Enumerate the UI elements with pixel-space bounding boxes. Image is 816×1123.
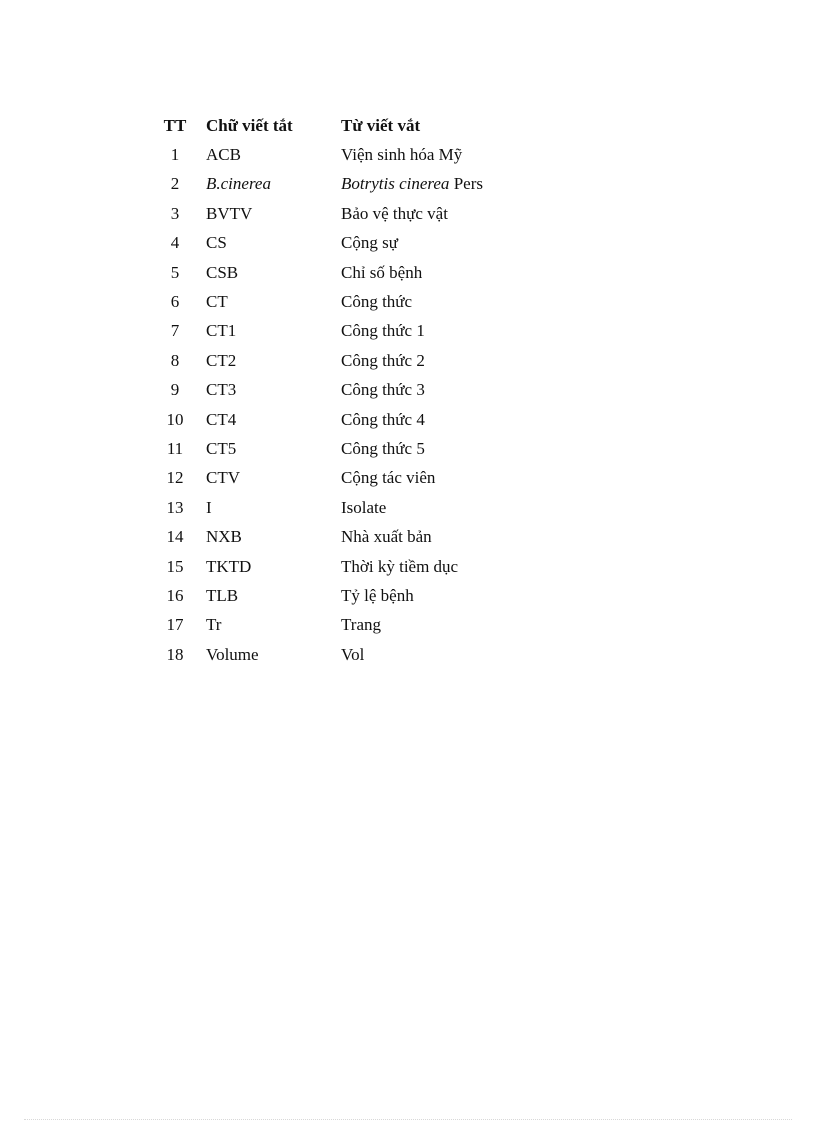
row-number: 15: [166, 556, 184, 576]
table-row: [144, 581, 601, 610]
row-abbreviation: CSB: [206, 262, 239, 282]
row-abbreviation: TLB: [206, 585, 239, 605]
row-abbreviation: ACB: [206, 145, 241, 165]
row-full-term: Công thức 4: [341, 409, 425, 429]
table-row: [144, 552, 601, 581]
table-header: [144, 111, 601, 140]
row-abbreviation: CTV: [206, 468, 240, 488]
row-number: 10: [166, 409, 184, 429]
row-full-term: Công thức 3: [341, 380, 425, 400]
row-abbreviation: Volume: [206, 644, 259, 664]
table-body: [144, 140, 601, 669]
row-abbreviation: BVTV: [206, 203, 253, 223]
row-number: 1: [170, 145, 180, 165]
table-row: [144, 611, 601, 640]
row-number: 17: [166, 615, 184, 635]
row-abbreviation: CS: [206, 233, 227, 253]
row-full-term-rest: Pers: [449, 174, 483, 194]
row-full-term: Tỷ lệ bệnh: [341, 585, 414, 605]
row-full-term: Thời kỳ tiềm dục: [341, 556, 459, 576]
row-number: 6: [170, 292, 180, 312]
row-abbreviation: Tr: [206, 615, 222, 635]
row-number: 18: [166, 644, 184, 664]
row-number: 11: [166, 438, 184, 458]
header-row: [144, 111, 601, 140]
row-number: 5: [170, 262, 180, 282]
header-full-term: Từ viết vắt: [341, 115, 421, 135]
table-row: [144, 640, 601, 669]
row-full-term: Bảo vệ thực vật: [341, 203, 448, 223]
row-number: 8: [170, 350, 180, 370]
row-full-term: Cộng sự: [341, 233, 398, 253]
page-bottom-divider: [24, 1119, 792, 1120]
header-tt: TT: [163, 115, 187, 135]
row-full-term: Viện sinh hóa Mỹ: [341, 145, 463, 165]
table-row: [144, 287, 601, 316]
row-abbreviation: I: [206, 497, 212, 517]
table-row: [144, 346, 601, 375]
row-full-term: Công thức 5: [341, 438, 425, 458]
row-abbreviation: CT5: [206, 438, 237, 458]
row-abbreviation: CT2: [206, 350, 237, 370]
row-full-term: Trang: [341, 615, 381, 635]
row-number: 12: [166, 468, 184, 488]
row-full-term: Cộng tác viên: [341, 468, 436, 488]
row-full-term: [341, 170, 601, 199]
row-number: 2: [170, 174, 180, 194]
table-row: [144, 464, 601, 493]
row-full-term: Nhà xuất bản: [341, 527, 432, 547]
row-full-term: Công thức 1: [341, 321, 425, 341]
row-full-term: Công thức 2: [341, 350, 425, 370]
row-number: 16: [166, 585, 184, 605]
table-row: [144, 317, 601, 346]
row-abbreviation: CT3: [206, 380, 237, 400]
row-number: 7: [170, 321, 180, 341]
row-abbreviation: TKTD: [206, 556, 252, 576]
row-number: 3: [170, 203, 180, 223]
row-full-term: Công thức: [341, 292, 413, 312]
table-row: [144, 493, 601, 522]
row-abbreviation: CT4: [206, 409, 237, 429]
row-full-term-italic: Botrytis cinerea: [341, 174, 450, 194]
row-number: 13: [166, 497, 184, 517]
row-abbreviation: NXB: [206, 527, 242, 547]
row-number: 9: [170, 380, 180, 400]
table-row: [144, 405, 601, 434]
row-abbreviation: CT: [206, 292, 228, 312]
table-row: [144, 140, 601, 169]
header-abbreviation: Chữ viết tắt: [206, 115, 293, 135]
abbreviation-table: [144, 111, 601, 669]
row-number: 4: [170, 233, 180, 253]
row-number: 14: [166, 527, 184, 547]
row-full-term: Vol: [341, 644, 365, 664]
table-row: [144, 258, 601, 287]
table-row: [144, 522, 601, 551]
table-row: [144, 434, 601, 463]
table-row: [144, 199, 601, 228]
table-row: [144, 229, 601, 258]
table-row: [144, 376, 601, 405]
table-row: [144, 170, 601, 199]
row-full-term: Isolate: [341, 497, 387, 517]
row-abbreviation: B.cinerea: [206, 174, 271, 194]
row-abbreviation: CT1: [206, 321, 237, 341]
row-full-term: Chỉ số bệnh: [341, 262, 423, 282]
